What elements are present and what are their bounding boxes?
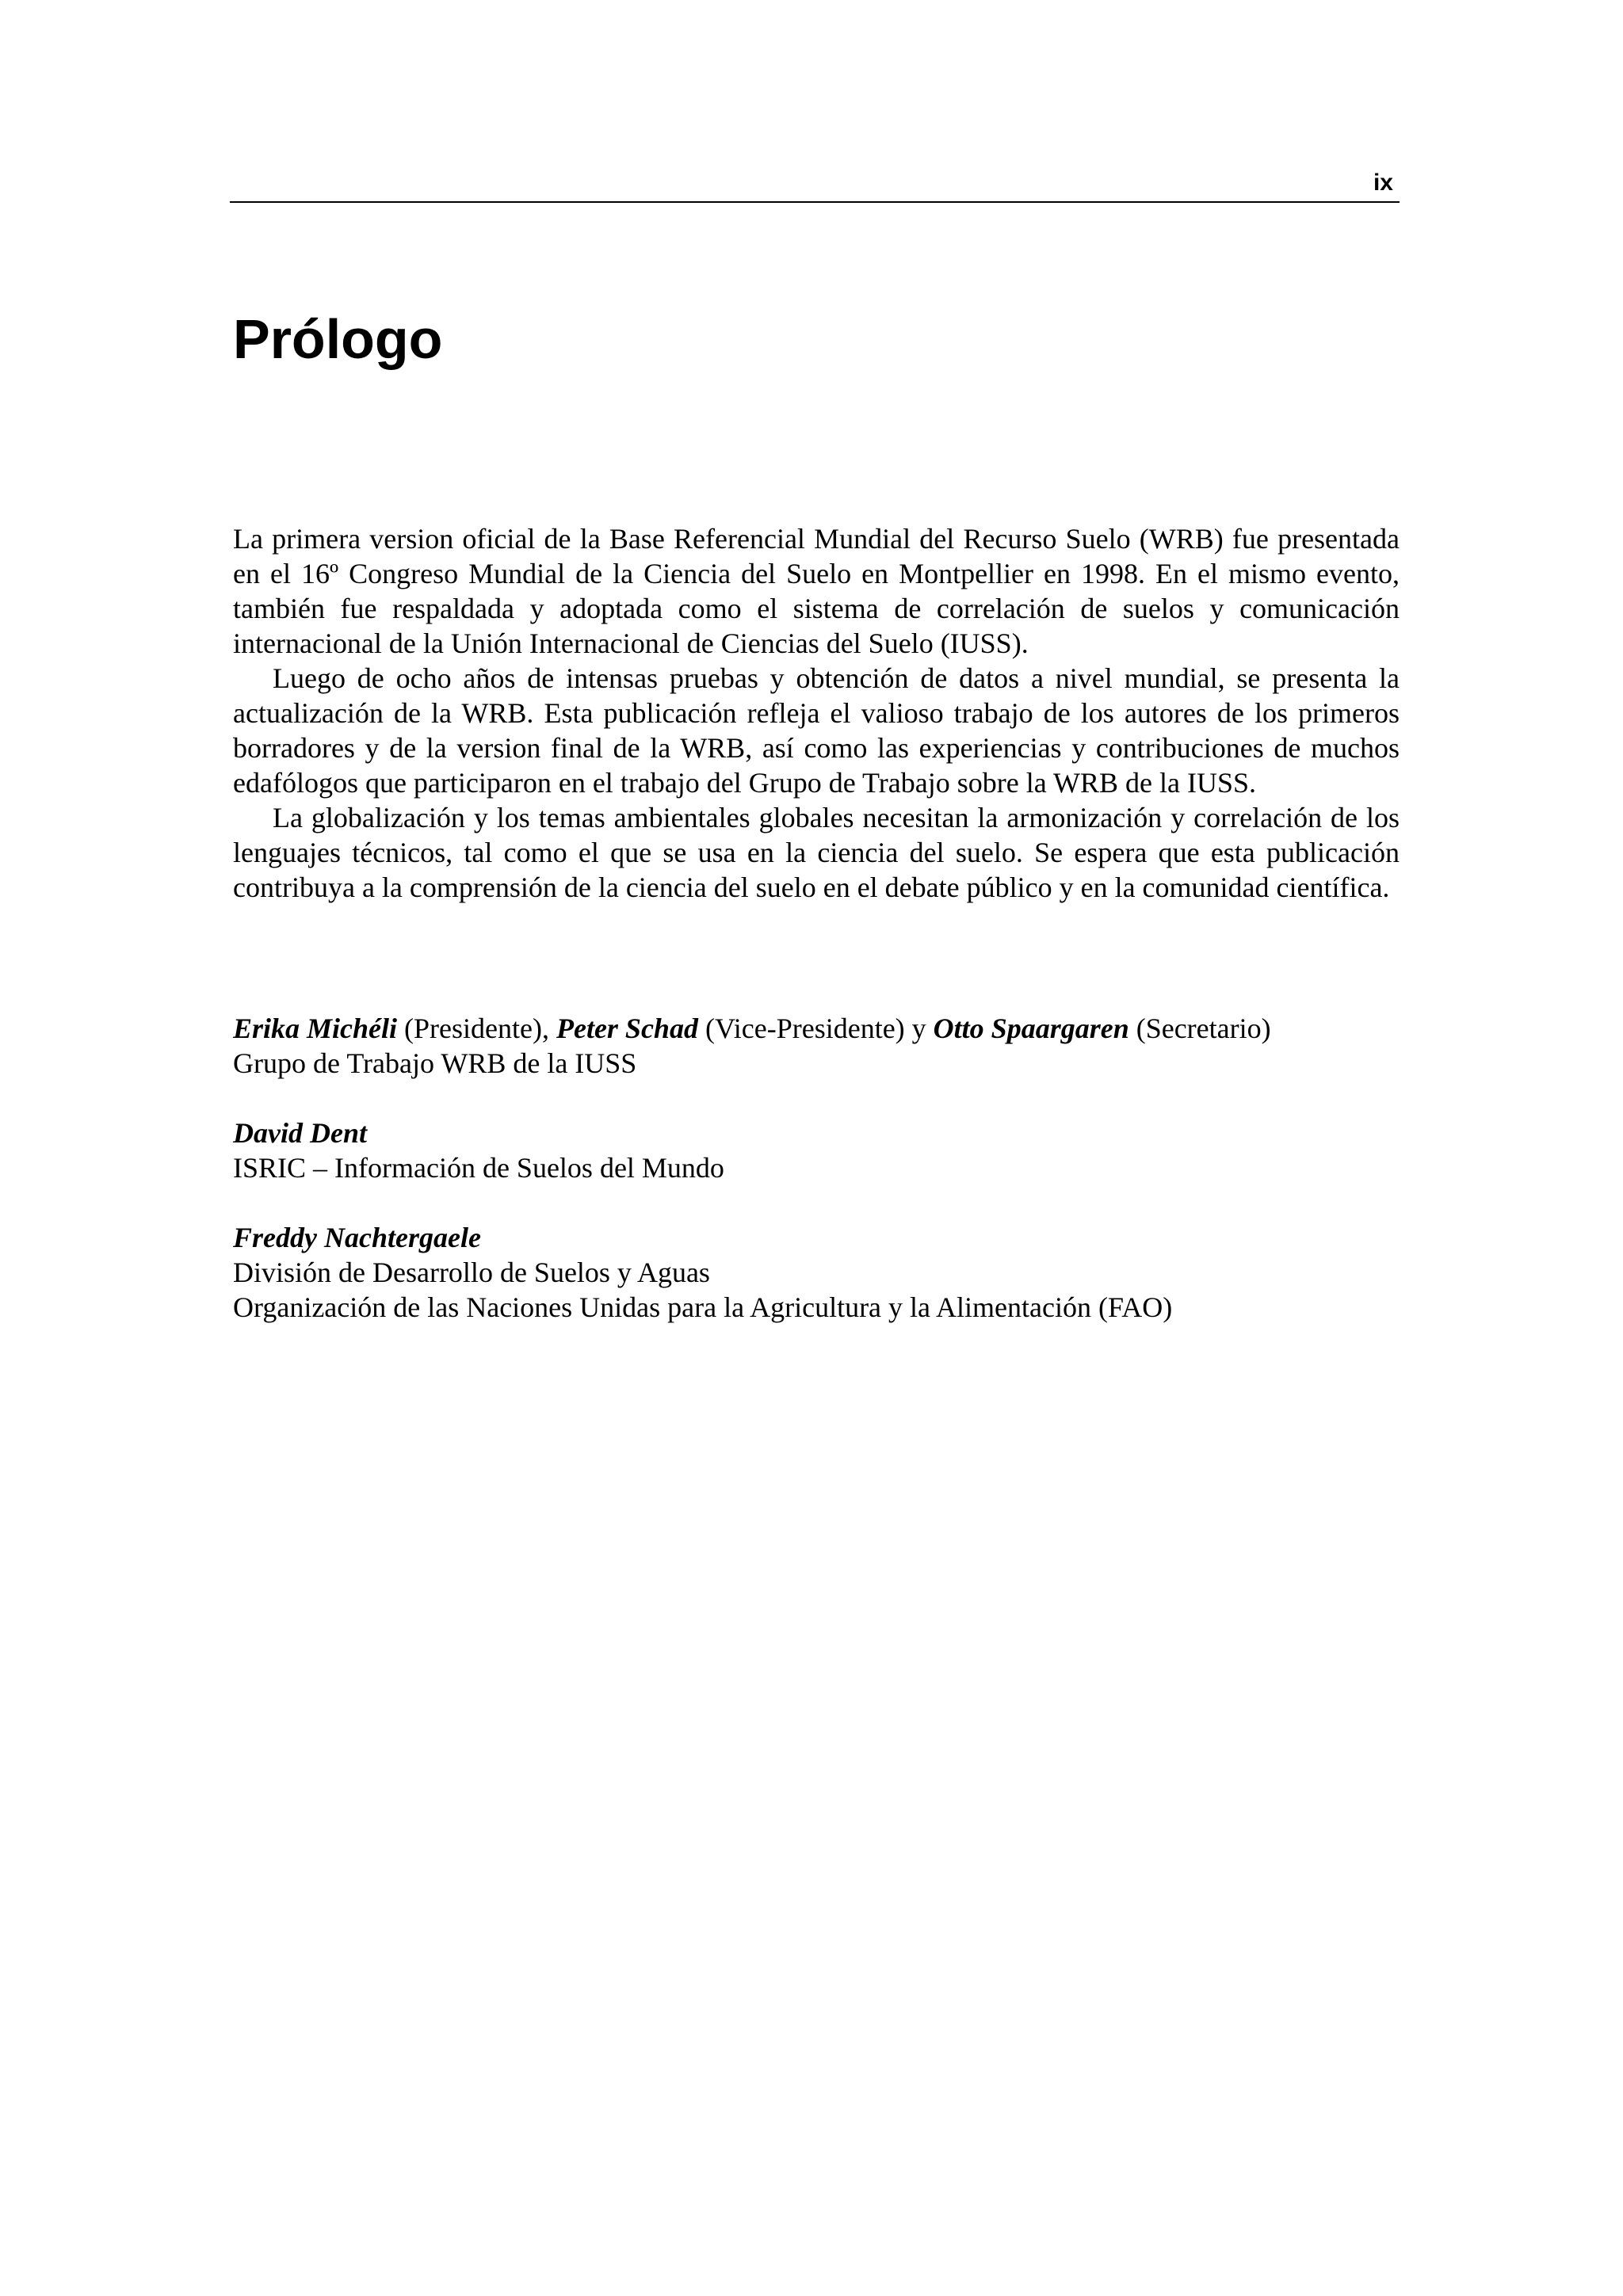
signature-working-group <box>233 1011 1400 1081</box>
secretary-role: (Secretario) <box>1136 1013 1271 1044</box>
working-group-affiliation: Grupo de Trabajo WRB de la IUSS <box>233 1047 637 1079</box>
fao-signer-name: Freddy Nachtergaele <box>233 1222 481 1253</box>
page-title: Prólogo <box>233 308 443 370</box>
isric-signer-name: David Dent <box>233 1117 367 1149</box>
vice-chair-role: (Vice-Presidente) y <box>705 1013 926 1044</box>
isric-affiliation: ISRIC – Información de Suelos del Mundo <box>233 1152 724 1184</box>
secretary-name: Otto Spaargaren <box>933 1013 1129 1044</box>
signature-fao <box>233 1220 1400 1325</box>
vice-chair-name: Peter Schad <box>556 1013 698 1044</box>
chair-role: (Presidente), <box>404 1013 549 1044</box>
working-group-officers <box>233 1011 1400 1046</box>
body-text <box>233 521 1400 905</box>
paragraph-2: Luego de ocho años de intensas pruebas y obtención de datos a nivel mundial, se presenta la actualización de la WRB. Esta publicación refleja el valioso trabajo de los autores de los primeros borradores y de la version final de la WRB, así como las experiencias y contribuciones de muchos edafólogos que participaron en el trabajo del Grupo de Trabajo sobre la WRB de la IUSS. <box>233 662 1400 799</box>
signature-isric <box>233 1116 1400 1185</box>
signatures <box>233 1011 1400 1360</box>
page-number: ix <box>1373 170 1393 196</box>
fao-organization: Organización de las Naciones Unidas para la Agricultura y la Alimentación (FAO) <box>233 1291 1173 1323</box>
header-rule <box>230 201 1400 203</box>
chair-name: Erika Michéli <box>233 1013 398 1044</box>
paragraph-3: La globalización y los temas ambientales globales necesitan la armonización y correlación de los lenguajes técnicos, tal como el que se usa en la ciencia del suelo. Se espera que esta publicación contribuya a la comprensión de la ciencia del suelo en el debate público y en la comunidad científica. <box>233 802 1400 903</box>
paragraph-1: La primera version oficial de la Base Referencial Mundial del Recurso Suelo (WRB) fue presentada en el 16º Congreso Mundial de la Ciencia del Suelo en Montpellier en 1998. En el mismo evento, también fue respaldada y adoptada como el sistema de correlación de suelos y comunicación internacional de la Unión Internacional de Ciencias del Suelo (IUSS). <box>233 523 1400 659</box>
fao-division: División de Desarrollo de Suelos y Aguas <box>233 1257 710 1288</box>
